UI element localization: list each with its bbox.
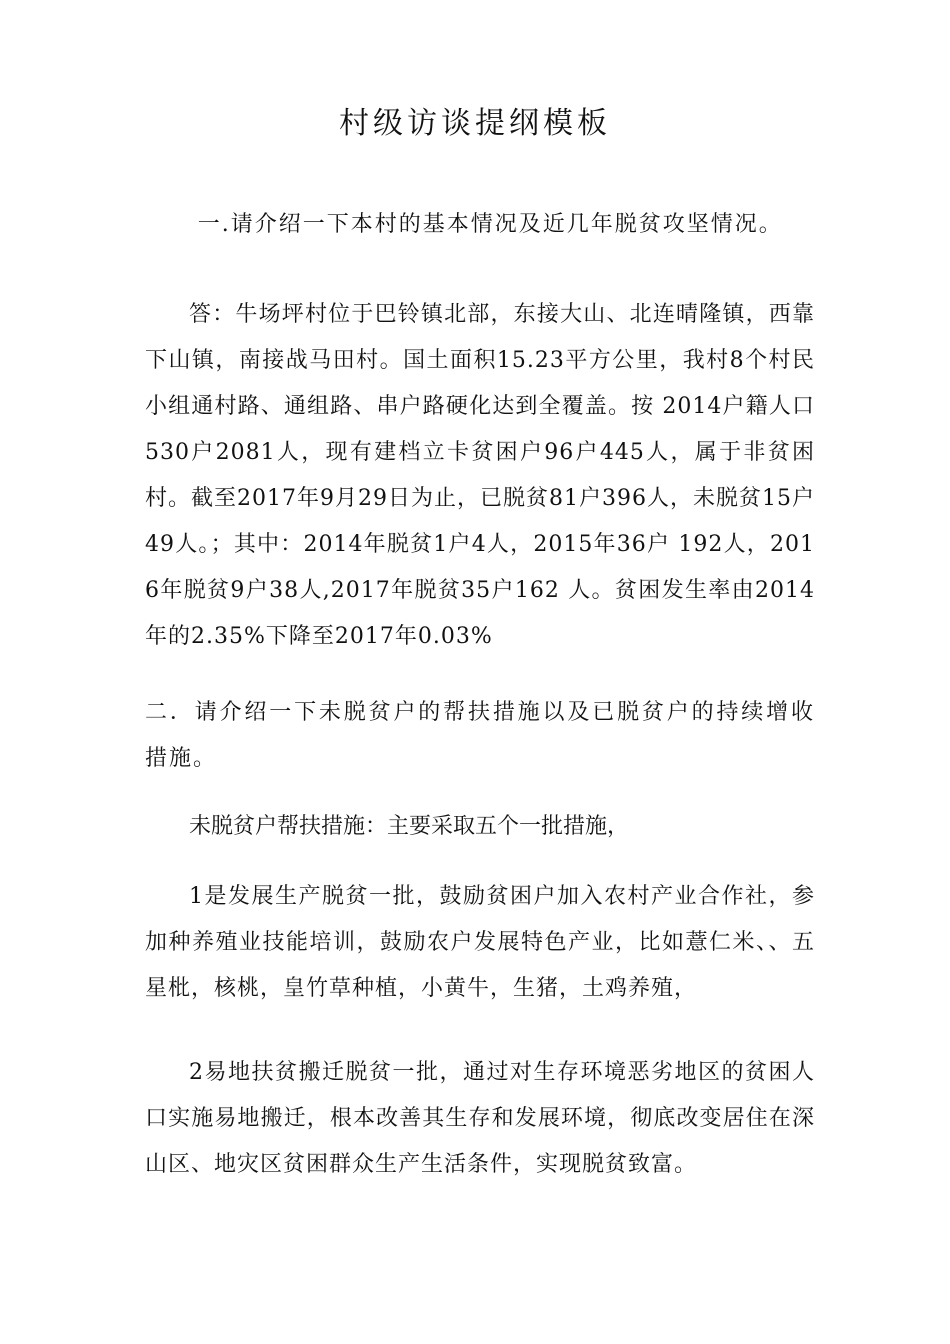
measure-1: 1是发展生产脱贫一批，鼓励贫困户加入农村产业合作社，参加种养殖业技能培训，鼓励农户发展特色产业，比如薏仁米、、五星枇，核桃，皇竹草种植，小黄牛，生猪，土鸡养殖， [145, 884, 815, 1001]
question-2: 二．请介绍一下未脱贫户的帮扶措施以及已脱贫户的持续增收措施。 [145, 700, 815, 771]
document-title: 村级访谈提纲模板 [339, 106, 611, 141]
measure-2: 2易地扶贫搬迁脱贫一批，通过对生存环境恶劣地区的贫困人口实施易地搬迁，根本改善其生存和发展环境，彻底改变居住在深山区、地灾区贫困群众生产生活条件，实现脱贫致富。 [145, 1060, 815, 1177]
measures-intro: 未脱贫户帮扶措施：主要采取五个一批措施， [189, 814, 630, 839]
answer-1: 答：牛场坪村位于巴铃镇北部，东接大山、北连晴隆镇，西靠下山镇，南接战马田村。国土面积15.23平方公里，我村8个村民小组通村路、通组路、串户路硬化达到全覆盖。按 2014户籍人口530户2081人，现有建档立卡贫困户96户445人，属于非贫困村。截至2017年9月29日为止，已脱贫81户396人，未脱贫15户49人。；其中：2014年脱贫1户4人，2015年36户 192人，2016年脱贫9户38人,2017年脱贫35户162 人。贫困发生率由2014年的2.35%下降至2017年0.03% [145, 302, 815, 649]
question-1: 一.请介绍一下本村的基本情况及近几年脱贫攻坚情况。 [197, 212, 783, 237]
